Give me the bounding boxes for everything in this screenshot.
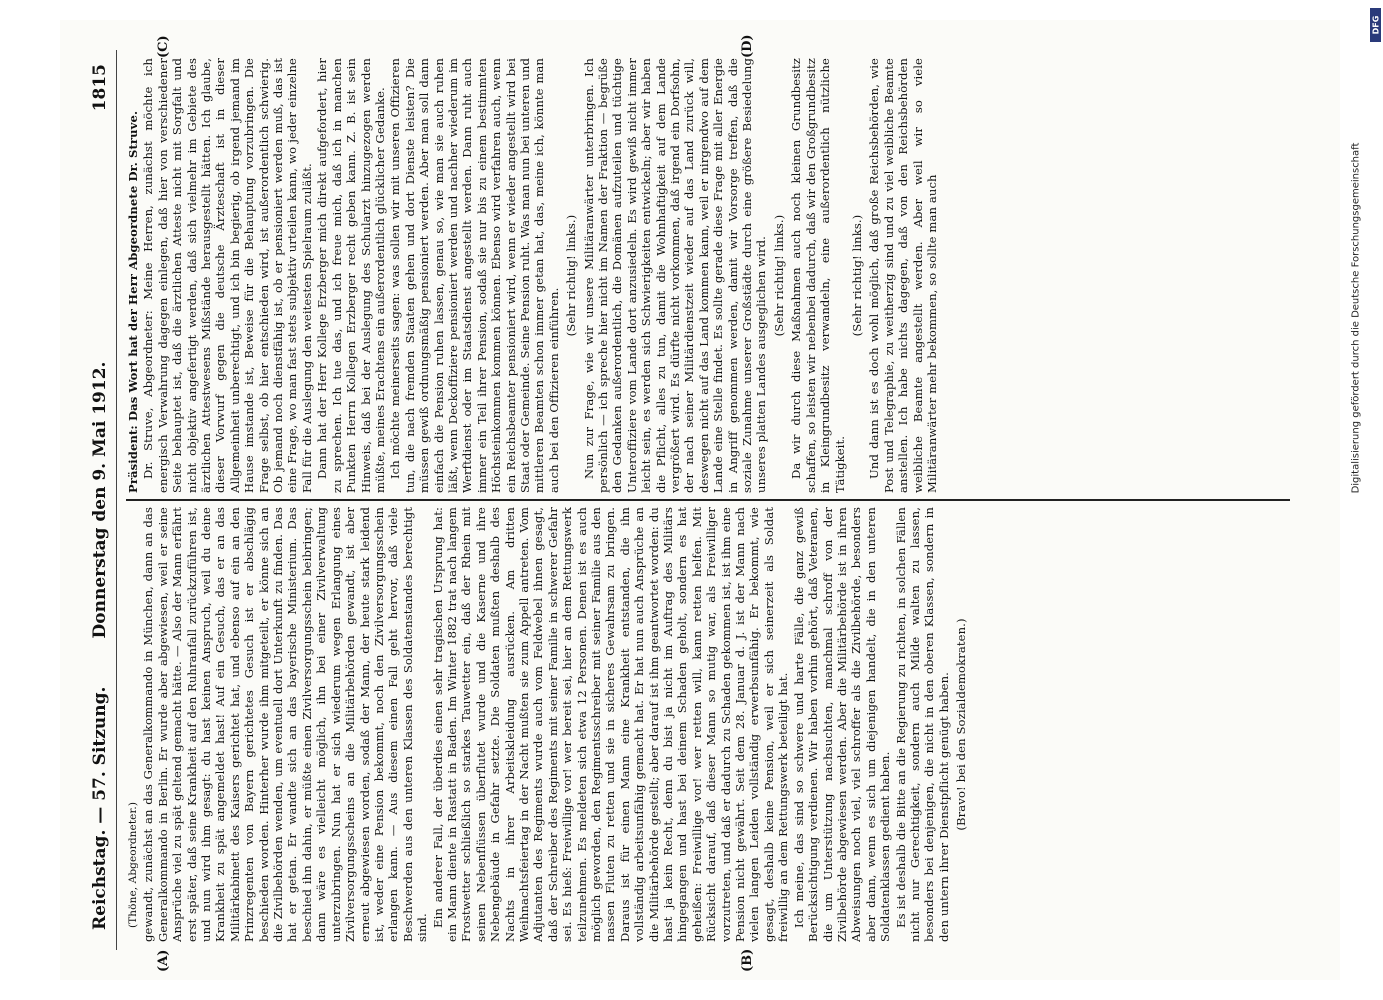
left-applause: (Bravo! bei den Sozialdemokraten.) (954, 618, 969, 831)
right-paragraph-6: Und dann ist es doch wohl möglich, daß große Reichsbehörden, wie Post und Telegraphie, zu weitherzig sind und zu viel weibliche Beamte anstellen. Ich habe nichts dagegen, daß von den Reichsbehörden weibliche Beamte angestellt werden. Aber weil wir so viele Militäranwärter mehr bekommen, so sollte man auch (867, 58, 939, 493)
right-paragraph-3: Ich möchte meinerseits sagen: was sollen wir mit unseren Offizieren tun, die nach fremden Staaten gehen und dort Dienste leisten? Die müssen gewiß ordnungsmäßig pensioniert werden. Aber man soll dann einfach die Pension ruhen lassen, genau so, wie man sie auch ruhen läßt, wenn Deckoffiziere pensioniert werden und nachher wiederum im Werftdienst oder im Staatsdienst angestellt werden. Dann ruht auch immer ein Teil ihrer Pension, sodaß sie nur bis zu einem bestimmten Höchsteinkommen kommen können. Ebenso wird verfahren auch, wenn ein Reichsbeamter pensioniert wird, wenn er wieder angestellt wird bei Staat oder Gemeinde. Seine Pension ruht. Was man nun bei unteren und mittleren Beamten schon immer getan hat, das, meine ich, könnte man auch bei den Offizieren einführen. (388, 58, 561, 493)
right-paragraph-2: Dann hat der Herr Kollege Erzberger mich direkt aufgefordert, hier zu sprechen. Ich tue das, und ich freue mich, daß ich in manchen Punkten Herrn Kollegen Erzberger recht geben kann. Z. B. ist sein Hinweis, daß bei der Auslegung des Schularzt hinzugezogen werden müßte, meines Erachtens ein außerordentlich glücklicher Gedanke. (315, 58, 387, 493)
left-paragraph-2: Ein anderer Fall, der überdies einen sehr tragischen Ursprung hat: ein Mann diente in Rastatt in Baden. Im Winter 1882 trat nach langem Frostwetter schließlich so starkes Tauwetter ein, daß der Rhein mit seinen Nebenflüssen überflutet wurde und die Kaserne und ihre Nebengebäude in Gefahr setzte. Die Soldaten mußten deshalb des Nachts in ihrer Arbeitskleidung ausrücken. Am dritten Weihnachtsfeiertag in der Nacht mußten sie zum Appell antreten. Vom Adjutanten des Regiments wurde auch vom Feldwebel ihnen gesagt, daß der Schreiber des Regiments mit seiner Familie in schwerer Gefahr sei. Es hieß: Freiwillige vor! wer bereit sei, hier an dem Rettungswerk teilzunehmen. Es meldeten sich etwa 12 Personen. Denen ist es auch möglich geworden, den Regimentsschreiber mit seiner Familie aus den nassen Fluten zu retten und sie in sicheres Gewahrsam zu bringen. Daraus ist für einen Mann eine Krankheit entstanden, die ihn vollständig arbeitsunfähig gemacht hat. Er hat nun auch Ansprüche an die Militärbehörde gestellt; aber darauf ist ihm geantwortet worden: du hast ja kein Recht, denn du bist ja nicht im Auftrag des Militärs hingegangen und hast bei deinem Schaden geholt, sondern es hat geheißen: Freiwillige vor! wer retten will, kann retten helfen. Mit Rücksicht darauf, daß dieser Mann so mutig war, als Freiwilliger vorzutreten, und daß er dadurch zu Schaden gekommen ist, ist ihm eine Pension nicht gewährt. Seit dem 28. Januar d. J. ist der Mann nach vielen langen Leiden vollständig erwerbsunfähig. Er bekommt, wie gesagt, deshalb keine Pension, weil er sich seinerzeit als Soldat freiwillig an dem Rettungswerk beteiligt hat. (430, 507, 791, 942)
column-divider (126, 499, 1290, 501)
margin-marker-b: (B) (740, 948, 755, 972)
president-line: Präsident: Das Wort hat der Herr Abgeordnete Dr. Struve. (126, 110, 140, 493)
digitization-credit (1345, 8, 1367, 628)
page-header (82, 50, 117, 950)
dfg-logo (1370, 8, 1381, 42)
interjection-2: (Sehr richtig! links.) (771, 214, 786, 337)
header-date: Donnerstag den 9. Mai 1912. (90, 361, 110, 639)
header-session: Reichstag. — 57. Sitzung. (90, 686, 110, 930)
margin-marker-d: (D) (740, 34, 755, 58)
left-paragraph-4: Es ist deshalb die Bitte an die Regierung zu richten, in solchen Fällen nicht nur Gerechtigkeit, sondern auch Milde walten zu lassen, besonders bei denjenigen, die nicht in den oberen Klassen, sondern in den untern ihrer Dienstpflicht genügt haben. (893, 507, 951, 942)
margin-marker-a: (A) (156, 949, 171, 972)
left-paragraph-3: Ich meine, das sind so schwere und harte Fälle, die ganz gewiß Berücksichtigung verdienen. Wir haben vorhin gehört, daß Veteranen, die um Unterstützung nachsuchten, manchmal schroff von der Zivilbehörde abgewiesen werden. Aber die Militärbehörde ist in ihren Abweisungen noch viel, viel schroffer als die Zivilbehörde, besonders aber dann, wenn es sich um diejenigen handelt, die in den unteren Soldatenklassen gedient haben. (791, 507, 893, 942)
page-number: 1815 (90, 64, 110, 112)
right-paragraph-1: Dr. Struve, Abgeordneter: Meine Herren, zunächst möchte ich energisch Verwahrung dagegen einlegen, daß hier von verschiedener Seite behauptet ist, daß die ärztlichen Atteste nicht mit Sorgfalt und nicht objektiv angefertigt werden, daß sich vielmehr im Gebiete des ärztlichen Attestwesens Mißstände herausgestellt hätten. Ich glaube, dieser Vorwurf gegen die deutsche Ärzteschaft ist in dieser Allgemeinheit unberechtigt, und ich bin begierig, ob irgend jemand im Hause imstande ist, Beweise für die Behauptung vorzubringen. Die Frage selbst, ob hier entschieden wird, ist außerordentlich schwierig. Ob jemand noch dienstfähig ist, ob er pensioniert werden muß, das ist eine Frage, wo man fast stets subjektiv urteilen kann, wo jeder einzelne Fall für die Auslegung den weitesten Spielraum zuläßt. (141, 58, 314, 493)
right-paragraph-4: Nun zur Frage, wie wir unsere Militäranwärter unterbringen. Ich persönlich — ich spreche hier nicht im Namen der Fraktion — begrüße den Gedanken außerordentlich, die Domänen aufzuteilen und tüchtige Unteroffiziere vom Lande dort anzusiedeln. Es wird gewiß nicht immer leicht sein, es werden sich Schwierigkeiten entwickeln; aber wir haben die Pflicht, alles zu tun, damit die Wohnhaftigkeit auf dem Lande vergrößert wird. Es dürfte nicht vorkommen, daß irgend ein Dorfsohn, der nach seiner Militärdienstzeit wieder auf das Land zurück will, deswegen nicht auf das Land kommen kann, weil er nirgendwo auf dem Lande eine Stelle findet. Es sollte gerade diese Frage mit aller Energie in Angriff genommen werden, damit wir Vorsorge treffen, daß die soziale Zunahme unserer Großstädte durch eine größere Besiedelung unseres platten Landes ausgeglichen wird. (581, 58, 769, 493)
left-paragraph-1: gewandt, zunächst an das Generalkommando in München, dann an das Generalkommando in Berlin. Er wurde aber abgewiesen, weil er seine Ansprüche viel zu spät geltend gemacht hätte. — Also der Mann erfährt erst später, daß seine Krankheit auf den Ruhranfall zurückzuführen ist, und nun wird ihm gesagt: du hast keinen Anspruch, weil du deine Krankheit zu spät angemeldet hast! Auf ein Gesuch, das er an das Militärkabinett des Kaisers gerichtet hat, und ebenso auf ein an den Prinzregenten von Bayern gerichtetes Gesuch ist er abschlägig beschieden worden. Hinterher wurde ihm mitgeteilt, er könne sich an die Zivilbehörden wenden, um eventuell dort Unterkunft zu finden. Das hat er getan. Er wandte sich an das bayerische Ministerium. Das beschied ihn dahin, er müßte einen Zivilversorgungsschein beibringen; dann wäre es vielleicht möglich, ihn bei einer Zivilverwaltung unterzubringen. Nun hat er sich wiederum wegen Erlangung eines Zivilversorgungsscheins an die Militärbehörden gewandt, ist aber erneut abgewiesen worden, sodaß der Mann, der heute stark leidend ist, weder eine Pension bekommt, noch den Zivilversorgungsschein erlangen kann. — Aus diesem einen Fall geht hervor, daß viele Beschwerden aus den unteren Klassen des Soldatenstandes berechtigt sind. (141, 507, 430, 942)
speaker-label: (Thöne, Abgeordneter.) (127, 801, 139, 928)
right-column (126, 58, 1310, 493)
dfg-logo-text: DFG (1371, 15, 1380, 35)
left-column (126, 507, 1310, 942)
interjection-1: (Sehr richtig! links.) (564, 214, 579, 337)
margin-marker-c: (C) (156, 35, 171, 58)
credit-text: Digitalisierung gefördert durch die Deutsche Forschungsgemeinschaft (1350, 142, 1362, 494)
rotated-document-page (60, 20, 1340, 980)
interjection-3: (Sehr richtig! links.) (849, 214, 864, 337)
right-paragraph-5: Da wir durch diese Maßnahmen auch noch kleinen Grundbesitz schaffen, so leisten wir nebenbei dadurch, daß wir den Großgrundbesitz in Kleingrundbesitz verwandeln, eine außerordentlich nützliche Tätigkeit. (789, 58, 847, 493)
